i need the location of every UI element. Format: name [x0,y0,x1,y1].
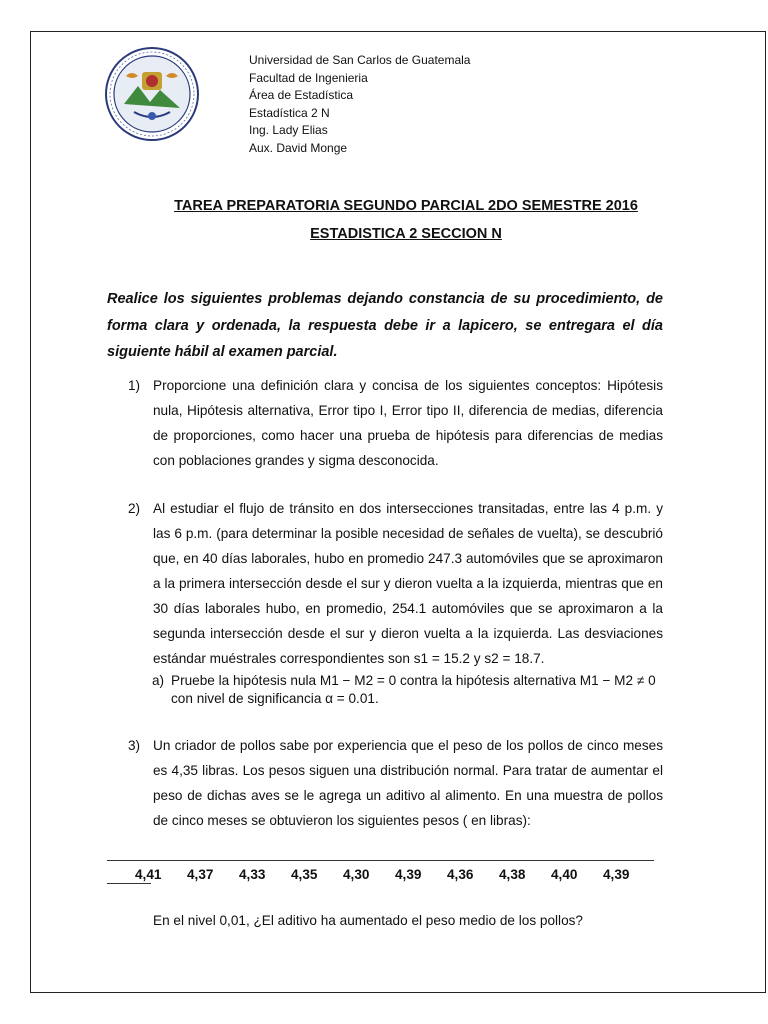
weight-value: 4,35 [291,867,318,882]
item-text: Un criador de pollos sabe por experiencia que el peso de los pollos de cinco meses es 4,35 libras. Los pesos siguen una distribución normal. Para tratar de aumentar el peso de dichas aves se le agrega un aditivo al alimento. En una muestra de pollos de cinco meses se obtuvieron los siguientes pesos ( en libras): [153,738,663,828]
weight-value: 4,33 [239,867,266,882]
header-info [249,52,470,158]
sub-item-letter: a) [152,673,165,688]
item-number: 1) [128,378,141,393]
area-name: Área de Estadística [249,88,354,103]
document-subtitle: ESTADISTICA 2 SECCION N [310,226,502,242]
item-number: 3) [128,738,141,753]
weight-value: 4,40 [551,867,578,882]
instructor-name: Ing. Lady Elias [249,123,328,138]
item-text: Proporcione una definición clara y concisa de los siguientes conceptos: Hipótesis nula, Hipótesis alternativa, Error tipo I, Error tipo II, diferencia de medias, diferencia de proporciones, como hacer una prueba de hipótesis para diferencias de medias con poblaciones grandes y sigma desconocida. [153,378,663,468]
university-name: Universidad de San Carlos de Guatemala [249,53,471,67]
list-item [128,733,663,833]
item-number: 2) [128,501,141,516]
instructions-paragraph: Realice los siguientes problemas dejando constancia de su procedimiento, de forma clara y ordenada, la respuesta debe ir a lapicero, se entregara el día siguiente hábil al examen parcial. [107,291,663,360]
weight-value: 4,36 [447,867,474,882]
list-item [128,373,663,473]
faculty-name: Facultad de Ingenieria [249,70,368,85]
list-item [128,496,663,671]
cell-underline [107,883,151,884]
weight-value: 4,41 [135,867,162,882]
course-name: Estadística 2 N [249,105,330,120]
table-top-rule [107,860,654,861]
document-title: TAREA PREPARATORIA SEGUNDO PARCIAL 2DO SEMESTRE 2016 [174,198,638,214]
final-question: En el nivel 0,01, ¿El aditivo ha aumentado el peso medio de los pollos? [153,913,583,928]
weight-value: 4,39 [395,867,422,882]
university-seal-icon [104,46,200,142]
weights-row [135,867,655,882]
item-text: Al estudiar el flujo de tránsito en dos intersecciones transitadas, entre las 4 p.m. y las 6 p.m. (para determinar la posible necesidad de señales de vuelta), se descubrió que, en 40 días laborales, hubo en promedio 247.3 automóviles que se aproximaron a la primera intersección desde el sur y dieron vuelta a la izquierda, mientras que en 30 días laborales hubo, en promedio, 254.1 automóviles que se aproximaron a la segunda intersección desde el sur y dieron vuelta a la izquierda. Las desviaciones estándar muéstrales correspondientes son s1 = 15.2 y s2 = 18.7. [153,501,663,666]
weight-value: 4,39 [603,867,630,882]
sub-item [152,672,662,707]
weight-value: 4,37 [187,867,214,882]
weight-value: 4,30 [343,867,370,882]
assistant-name: Aux. David Monge [249,140,348,155]
weight-value: 4,38 [499,867,526,882]
sub-item-text: Pruebe la hipótesis nula M1 − M2 = 0 contra la hipótesis alternativa M1 − M2 ≠ 0 con nivel de significancia α = 0.01. [171,673,656,706]
